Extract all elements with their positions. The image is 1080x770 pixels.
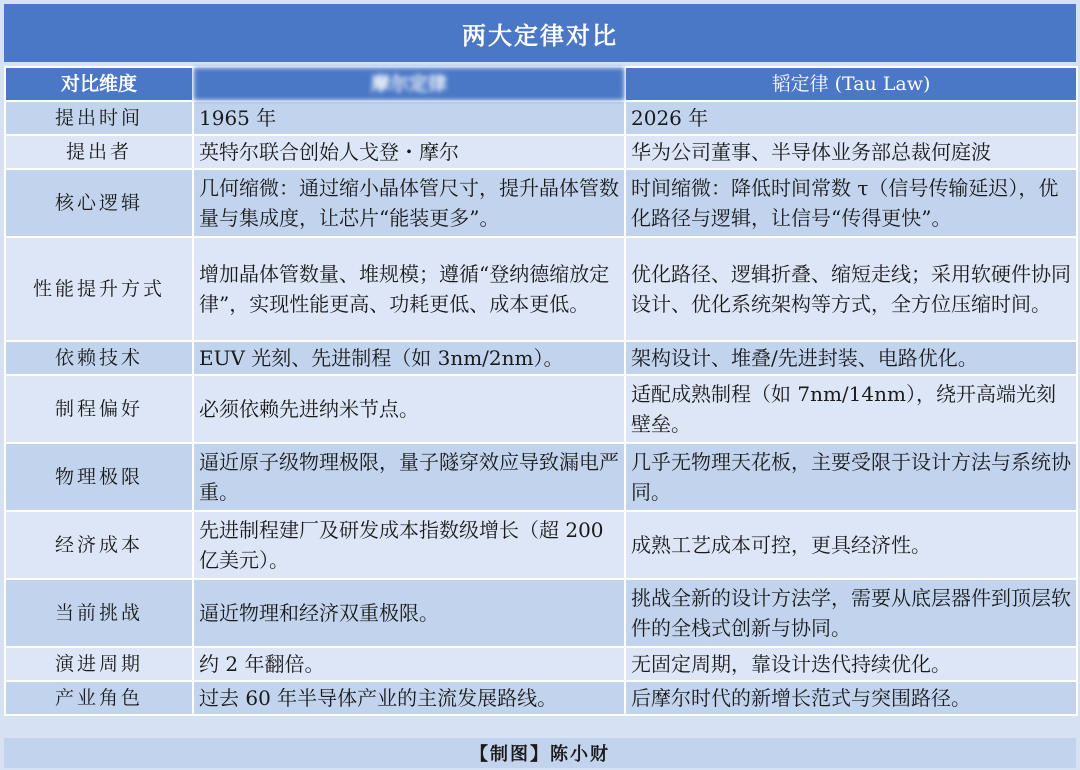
page-title: 两大定律对比	[4, 4, 1076, 62]
header-dimension: 对比维度	[5, 67, 193, 101]
row-left-value: 英特尔联合创始人戈登・摩尔	[193, 135, 625, 169]
table-row	[5, 101, 1077, 135]
row-dimension: 核心逻辑	[5, 169, 193, 237]
row-left-value: 逼近原子级物理极限，量子隧穿效应导致漏电严重。	[193, 443, 625, 511]
row-right-value: 无固定周期，靠设计迭代持续优化。	[625, 647, 1077, 681]
row-dimension: 提出时间	[5, 101, 193, 135]
row-dimension: 性能提升方式	[5, 237, 193, 341]
table-row	[5, 511, 1077, 579]
table-row	[5, 443, 1077, 511]
row-dimension: 经济成本	[5, 511, 193, 579]
table-row	[5, 681, 1077, 715]
row-left-value: 几何缩微：通过缩小晶体管尺寸，提升晶体管数量与集成度，让芯片“能装更多”。	[193, 169, 625, 237]
credit-footer: 【制图】陈小财	[4, 738, 1076, 768]
row-right-value: 几乎无物理天花板，主要受限于设计方法与系统协同。	[625, 443, 1077, 511]
row-right-value: 2026 年	[625, 101, 1077, 135]
row-right-value: 华为公司董事、半导体业务部总裁何庭波	[625, 135, 1077, 169]
row-left-value: 1965 年	[193, 101, 625, 135]
row-right-value: 优化路径、逻辑折叠、缩短走线；采用软硬件协同设计、优化系统架构等方式，全方位压缩时间。	[625, 237, 1077, 341]
row-left-value: 过去 60 年半导体产业的主流发展路线。	[193, 681, 625, 715]
table-row	[5, 375, 1077, 443]
row-left-value: 必须依赖先进纳米节点。	[193, 375, 625, 443]
comparison-table	[4, 66, 1078, 716]
row-dimension: 产业角色	[5, 681, 193, 715]
row-right-value: 挑战全新的设计方法学，需要从底层器件到顶层软件的全栈式创新与协同。	[625, 579, 1077, 647]
row-right-value: 成熟工艺成本可控，更具经济性。	[625, 511, 1077, 579]
row-dimension: 依赖技术	[5, 341, 193, 375]
row-dimension: 提出者	[5, 135, 193, 169]
row-left-value: EUV 光刻、先进制程（如 3nm/2nm）。	[193, 341, 625, 375]
row-right-value: 适配成熟制程（如 7nm/14nm），绕开高端光刻壁垒。	[625, 375, 1077, 443]
row-right-value: 架构设计、堆叠/先进封装、电路优化。	[625, 341, 1077, 375]
row-right-value: 时间缩微：降低时间常数 τ（信号传输延迟），优化路径与逻辑，让信号“传得更快”。	[625, 169, 1077, 237]
row-left-value: 约 2 年翻倍。	[193, 647, 625, 681]
row-left-value: 逼近物理和经济双重极限。	[193, 579, 625, 647]
table-row	[5, 341, 1077, 375]
table-row	[5, 135, 1077, 169]
row-right-value: 后摩尔时代的新增长范式与突围路径。	[625, 681, 1077, 715]
table-header-row	[5, 67, 1077, 101]
row-dimension: 演进周期	[5, 647, 193, 681]
row-dimension: 制程偏好	[5, 375, 193, 443]
table-row	[5, 237, 1077, 341]
table-row	[5, 579, 1077, 647]
table-row	[5, 169, 1077, 237]
row-left-value: 先进制程建厂及研发成本指数级增长（超 200 亿美元）。	[193, 511, 625, 579]
table-row	[5, 647, 1077, 681]
header-left-law: 摩尔定律	[193, 67, 625, 101]
row-dimension: 物理极限	[5, 443, 193, 511]
row-left-value: 增加晶体管数量、堆规模；遵循“登纳德缩放定律”，实现性能更高、功耗更低、成本更低。	[193, 237, 625, 341]
row-dimension: 当前挑战	[5, 579, 193, 647]
header-right-law: 韬定律 (Tau Law)	[625, 67, 1077, 101]
